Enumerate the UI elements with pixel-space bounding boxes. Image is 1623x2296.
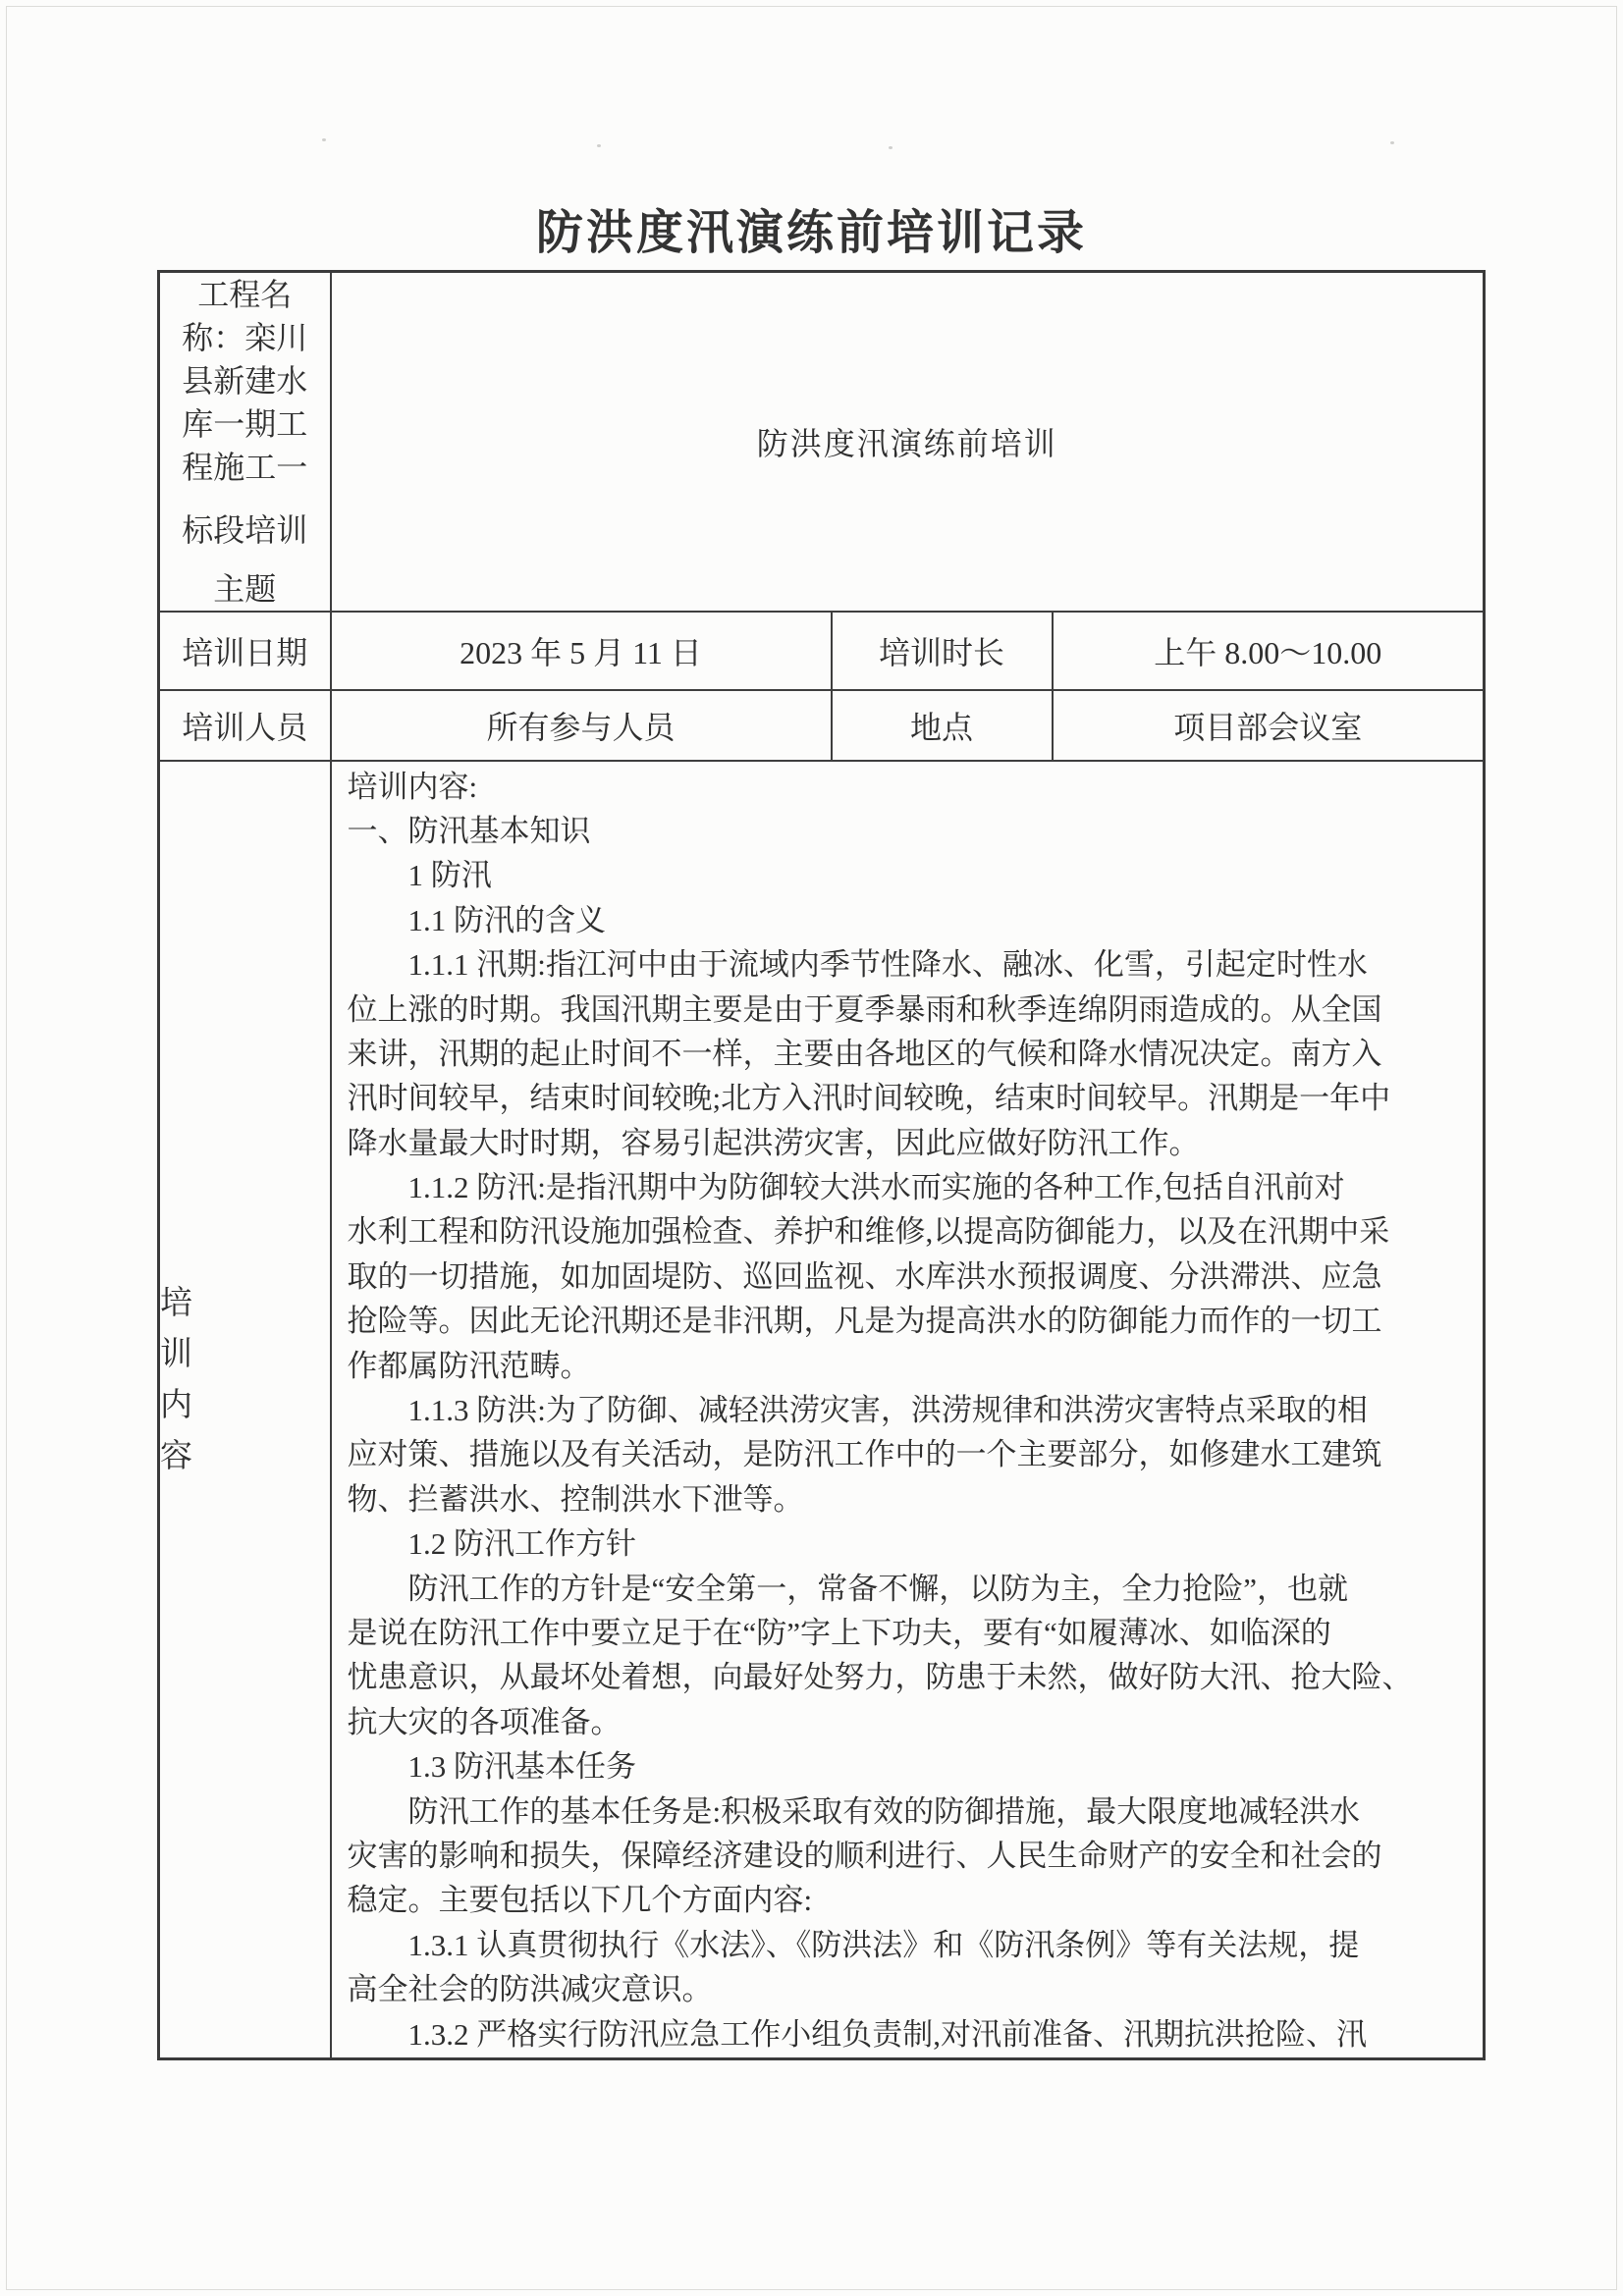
project-name-line: 标段培训: [182, 512, 308, 548]
project-name-line: 称：栾川: [182, 320, 308, 355]
content-text-line: 应对策、措施以及有关活动，是防汛工作中的一个主要部分，如修建水工建筑: [347, 1437, 1382, 1472]
content-text-line: 来讲，汛期的起止时间不一样，主要由各地区的气候和降水情况决定。南方入: [347, 1036, 1382, 1071]
content-text-line: 防汛工作的方针是“安全第一，常备不懈，以防为主，全力抢险”，也就: [347, 1571, 1349, 1606]
content-text-line: 1.1.3 防洪:为了防御、减轻洪涝灾害，洪涝规律和洪涝灾害特点采取的相: [347, 1393, 1368, 1428]
project-name-topic-header-cell: [159, 272, 331, 613]
table-row: [159, 612, 1485, 690]
content-text-line: 抗大灾的各项准备。: [347, 1704, 622, 1739]
content-text-line: 1.1.2 防汛:是指汛期中为防御较大洪水而实施的各种工作,包括自汛前对: [347, 1170, 1345, 1205]
content-text-line: 培训内容:: [347, 769, 478, 804]
content-text-line: 取的一切措施，如加固堤防、巡回监视、水库洪水预报调度、分洪滞洪、应急: [347, 1258, 1382, 1294]
location-value: 项目部会议室: [1053, 690, 1485, 761]
content-text-line: 忧患意识，从最坏处着想，向最好处努力，防患于未然，做好防大汛、抢大险、: [347, 1660, 1413, 1695]
content-text-line: 1.1 防汛的含义: [347, 902, 606, 937]
training-content-header-cell: [159, 761, 331, 2058]
project-name-line: 主题: [213, 571, 277, 607]
project-name-line: 程施工一: [182, 450, 308, 485]
table-row: [159, 761, 1485, 2058]
content-text-line: 抢险等。因此无论汛期还是非汛期，凡是为提高洪水的防御能力而作的一切工: [347, 1304, 1382, 1339]
content-text-line: 是说在防汛工作中要立足于在“防”字上下功夫，要有“如履薄冰、如临深的: [347, 1616, 1331, 1650]
content-text-line: 1.1.1 汛期:指江河中由于流域内季节性降水、融冰、化雪，引起定时性水: [347, 947, 1368, 983]
vertical-label-char: 容: [160, 1438, 192, 1474]
content-text-line: 位上涨的时期。我国汛期主要是由于夏季暴雨和秋季连绵阴雨造成的。从全国: [347, 991, 1382, 1027]
scan-speck: [889, 146, 893, 149]
training-duration-value: 上午 8.00～10.00: [1053, 612, 1485, 690]
vertical-label: [160, 1278, 330, 1541]
scan-speck: [597, 144, 601, 147]
table-row: [159, 690, 1485, 761]
training-content-text: [332, 763, 1484, 2056]
vertical-label-char: 训: [160, 1336, 192, 1372]
content-text-line: 物、拦蓄洪水、控制洪水下泄等。: [347, 1481, 804, 1517]
content-text-line: 一、防汛基本知识: [347, 813, 591, 848]
vertical-label-char: 培: [160, 1285, 192, 1321]
training-duration-label: 培训时长: [832, 612, 1053, 690]
training-record-table: [157, 270, 1486, 2060]
scan-speck: [1390, 141, 1394, 144]
content-text-line: 灾害的影响和损失，保障经济建设的顺利进行、人民生命财产的安全和社会的: [347, 1838, 1382, 1873]
content-text-line: 1.3.2 严格实行防汛应急工作小组负责制,对汛前准备、汛期抗洪抢险、汛: [347, 2016, 1367, 2052]
content-text-line: 1 防汛: [347, 858, 492, 893]
project-name-line: 工程名: [197, 277, 293, 312]
project-name-line: 县新建水: [182, 363, 308, 399]
content-text-line: 1.3 防汛基本任务: [347, 1749, 636, 1785]
training-personnel-value: 所有参与人员: [331, 690, 832, 761]
training-date-label: 培训日期: [159, 612, 331, 690]
location-label: 地点: [832, 690, 1053, 761]
content-text-line: 汛时间较早，结束时间较晚;北方入汛时间较晚，结束时间较早。汛期是一年中: [347, 1081, 1391, 1116]
content-text-line: 稳定。主要包括以下几个方面内容:: [347, 1883, 813, 1918]
training-topic-cell: 防洪度汛演练前培训: [331, 272, 1485, 613]
training-content-cell: [331, 761, 1485, 2058]
content-text-line: 水利工程和防汛设施加强检查、养护和维修,以提高防御能力，以及在汛期中采: [347, 1214, 1390, 1250]
training-date-value: 2023 年 5 月 11 日: [331, 612, 832, 690]
scan-speck: [322, 138, 326, 141]
project-name-line: 库一期工: [182, 406, 308, 442]
content-text-line: 高全社会的防洪减灾意识。: [347, 1972, 713, 2007]
content-text-line: 作都属防汛范畴。: [347, 1348, 591, 1383]
content-text-line: 1.2 防汛工作方针: [347, 1526, 636, 1562]
table-row: [159, 272, 1485, 613]
content-text-line: 防汛工作的基本任务是:积极采取有效的防御措施，最大限度地减轻洪水: [347, 1793, 1361, 1829]
document-title: 防洪度汛演练前培训记录: [535, 207, 1087, 259]
training-personnel-label: 培训人员: [159, 690, 331, 761]
content-text-line: 1.3.1 认真贯彻执行《水法》、《防洪法》和《防汛条例》等有关法规，提: [347, 1927, 1360, 1962]
content-text-line: 降水量最大时时期，容易引起洪涝灾害，因此应做好防汛工作。: [347, 1125, 1200, 1160]
vertical-label-char: 内: [160, 1387, 192, 1423]
